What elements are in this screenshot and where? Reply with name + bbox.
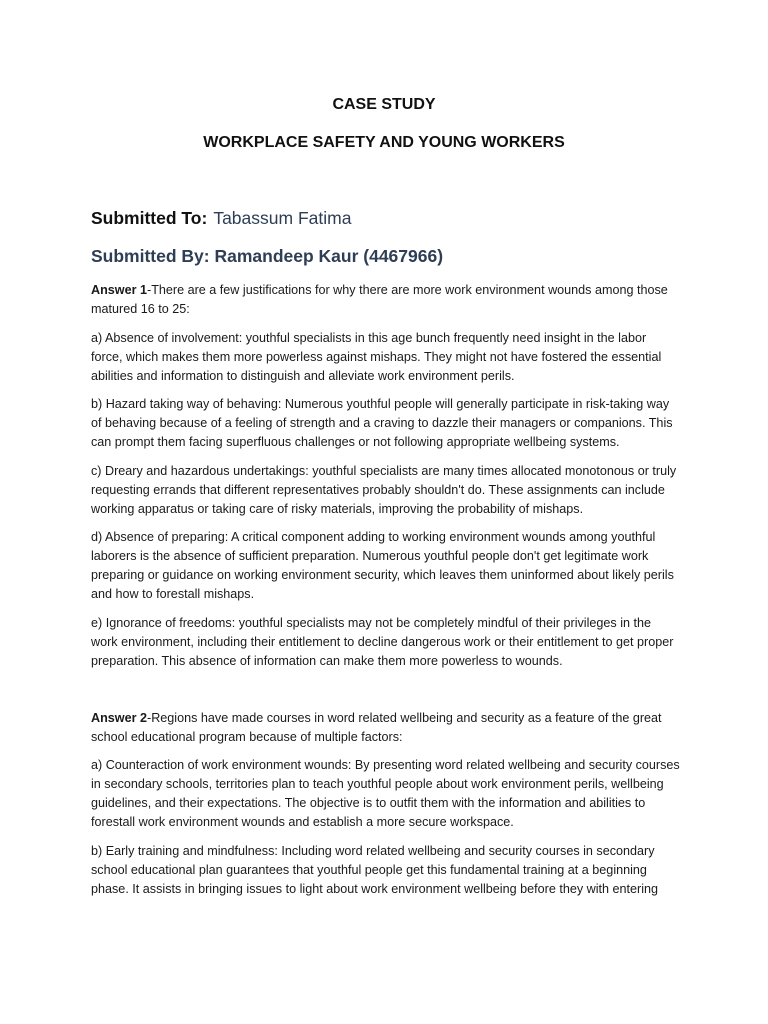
answer-2-label: Answer 2: [91, 710, 147, 725]
document-subtitle: WORKPLACE SAFETY AND YOUNG WORKERS: [203, 134, 565, 151]
document-body: [91, 281, 681, 908]
submitted-by: Submitted By: Ramandeep Kaur (4467966): [91, 246, 444, 266]
answer-1-point-a: a) Absence of involvement: youthful specialists in this age bunch frequently need insight in the labor force, which makes them more powerless against mishaps. They might not have fostered the essential abilities and information to distinguish and alleviate work environment perils.: [91, 330, 662, 383]
answer-1-label: Answer 1: [91, 283, 147, 297]
answer-1-intro: [91, 281, 681, 319]
answer-1-intro-text: -There are a few justifications for why there are more work environment wounds among those matured 16 to 25:: [91, 283, 668, 316]
answer-2-point-a: a) Counteraction of work environment wounds: By presenting word related wellbeing and security courses in secondary schools, territories plan to teach youthful people about work environment perils, wellbeing guidelines, and their expectations. The objective is to outfit them with the information and abilities to forestall work environment wounds and establish a more secure workspace.: [91, 758, 680, 829]
submitted-to-name: Tabassum Fatima: [213, 208, 352, 228]
answer-2-intro: [91, 709, 681, 747]
answer-1-point-d: d) Absence of preparing: A critical component adding to working environment wounds among youthful laborers is the absence of sufficient preparation. Numerous youthful people don't get legitimate work preparing or guidance on working environment security, which leaves them uninformed about likely perils and how to forestall mishaps.: [91, 530, 674, 601]
answer-2-intro-text: -Regions have made courses in word related wellbeing and security as a feature of the great school educational program because of multiple factors:: [91, 710, 662, 744]
answer-2-point-b: b) Early training and mindfulness: Including word related wellbeing and security courses in secondary school educational plan guarantees that youthful people get this fundamental training at a beginning phase. It assists in bringing issues to light about work environment wellbeing before they with entering: [91, 843, 659, 896]
submitted-to-label: Submitted To:: [91, 208, 208, 228]
answer-1-point-e: e) Ignorance of freedoms: youthful specialists may not be completely mindful of their privileges in the work environment, including their entitlement to decline dangerous work or their entitlement to get proper preparation. This absence of information can make them more powerless to wounds.: [91, 615, 674, 668]
answer-1-point-b: b) Hazard taking way of behaving: Numerous youthful people will generally participate in risk-taking way of behaving because of a feeling of strength and a craving to dazzle their managers or companions. This can prompt them facing superfluous challenges or not following appropriate wellbeing systems.: [91, 397, 673, 449]
answer-1-point-c: c) Dreary and hazardous undertakings: youthful specialists are many times allocated monotonous or truly requesting errands that different representatives probably shouldn't do. These assignments can include working apparatus or taking care of risky materials, improving the probability of mishaps.: [91, 463, 677, 516]
submitted-to: [91, 208, 351, 229]
document-title: CASE STUDY: [332, 96, 436, 113]
